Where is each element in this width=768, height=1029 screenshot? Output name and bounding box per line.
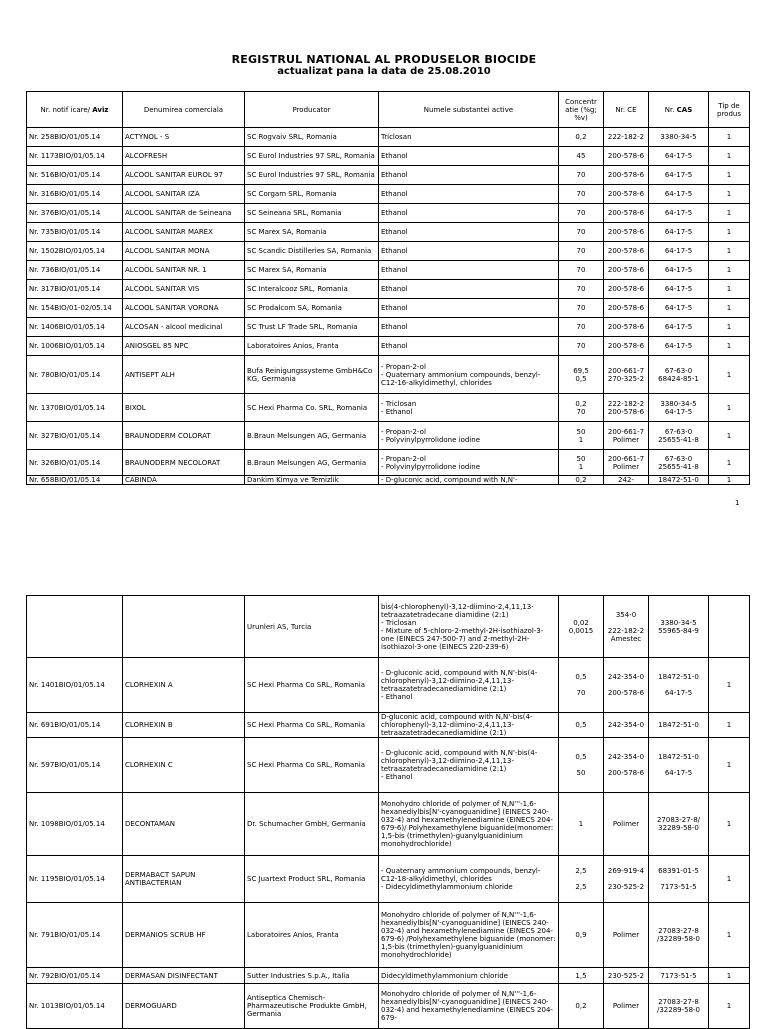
- cell-conc: 1,5: [559, 968, 604, 984]
- cell-tip: [709, 596, 750, 658]
- cell-producer: SC Eurol Industries 97 SRL, Romania: [245, 147, 379, 166]
- cell-ce: 200-578-6: [604, 242, 649, 261]
- cell-producer: B.Braun Melsungen AG, Germania: [245, 422, 379, 450]
- cell-cas: 64-17-5: [649, 337, 709, 356]
- cell-cas: 64-17-5: [649, 223, 709, 242]
- table-row: [27, 185, 750, 204]
- cell-notif: [27, 596, 123, 658]
- cell-notif: Nr. 735BIO/01/05.14: [27, 223, 123, 242]
- cell-conc: 69,5 0,5: [559, 356, 604, 394]
- cell-producer: SC Interalcooz SRL, Romania: [245, 280, 379, 299]
- table-row: [27, 596, 750, 658]
- cell-name: ALCOOL SANITAR EUROL 97: [123, 166, 245, 185]
- cell-cas: 27083-27-8 /32289-58-0: [649, 903, 709, 968]
- cell-substance: Didecyldimethylammonium chloride: [379, 968, 559, 984]
- cell-tip: 1: [709, 968, 750, 984]
- cell-cas: 64-17-5: [649, 242, 709, 261]
- cell-tip: 1: [709, 658, 750, 713]
- cell-tip: 1: [709, 299, 750, 318]
- cell-name: CLORHEXIN B: [123, 713, 245, 738]
- cell-substance: Ethanol: [379, 242, 559, 261]
- cell-substance: - Triclosan - Ethanol: [379, 394, 559, 422]
- cell-ce: 200-661-7 Polimer: [604, 422, 649, 450]
- cell-conc: 70: [559, 261, 604, 280]
- cell-name: ANTISEPT ALH: [123, 356, 245, 394]
- cell-conc: 50 1: [559, 450, 604, 476]
- register-subtitle: actualizat pana la data de 25.08.2010: [277, 66, 491, 77]
- cell-substance: Monohydro chloride of polymer of N,N'''-1,6-hexanediylbis[N'-cyanoguanidine] (EINECS 240-032-4) and hexamethylenediamine (EINECS 204-679-6)/ Polyhexamethylene biguanide(monomer: 1,5-bis (trimethylen)-guanylguanidinium monohydrochloride): [379, 793, 559, 856]
- cell-producer: SC Juartext Product SRL, Romania: [245, 856, 379, 903]
- cell-producer: Laboratoires Anios, Franta: [245, 337, 379, 356]
- cell-name: CLORHEXIN A: [123, 658, 245, 713]
- cell-notif: Nr. 516BIO/01/05.14: [27, 166, 123, 185]
- cell-tip: 1: [709, 903, 750, 968]
- cell-ce: 242-354-0 200-578-6: [604, 658, 649, 713]
- cell-ce: 222-182-2: [604, 128, 649, 147]
- header-cas-number: Nr. CAS: [649, 92, 709, 128]
- cell-producer: SC Scandic Distilleries SA, Romania: [245, 242, 379, 261]
- table-row: [27, 422, 750, 450]
- cell-name: ALCOOL SANITAR NR. 1: [123, 261, 245, 280]
- cell-cas: 27083-27-8/ 32289-58-0: [649, 793, 709, 856]
- cell-notif: Nr. 316BIO/01/05.14: [27, 185, 123, 204]
- table-row: [27, 280, 750, 299]
- cell-tip: 1: [709, 204, 750, 223]
- cell-substance: - Propan-2-ol - Polyvinylpyrrolidone iodine: [379, 450, 559, 476]
- cell-conc: 45: [559, 147, 604, 166]
- cell-cas: 7173-51-5: [649, 968, 709, 984]
- cell-name: ALCOFRESH: [123, 147, 245, 166]
- cell-notif: Nr. 791BIO/01/05.14: [27, 903, 123, 968]
- cell-producer: SC Seineana SRL, Romania: [245, 204, 379, 223]
- cell-name: CABINDA: [123, 476, 245, 485]
- cell-notif: Nr. 376BIO/01/05.14: [27, 204, 123, 223]
- cell-tip: 1: [709, 476, 750, 485]
- cell-substance: D-gluconic acid, compound with N,N'-bis(4-chlorophenyl)-3,12-diimino-2,4,11,13-tetraazatetradecanediamidine (2:1): [379, 713, 559, 738]
- cell-substance: - Propan-2-ol - Polyvinylpyrrolidone iodine: [379, 422, 559, 450]
- cell-ce: 200-578-6: [604, 223, 649, 242]
- cell-name: DERMOGUARD: [123, 984, 245, 1029]
- cell-substance: Ethanol: [379, 318, 559, 337]
- cell-notif: Nr. 597BIO/01/05.14: [27, 738, 123, 793]
- table-row: [27, 337, 750, 356]
- cell-tip: 1: [709, 422, 750, 450]
- cell-conc: 0,2: [559, 984, 604, 1029]
- cell-substance: Ethanol: [379, 147, 559, 166]
- cell-ce: 200-661-7 270-325-2: [604, 356, 649, 394]
- cell-producer: SC Trust LF Trade SRL, Romania: [245, 318, 379, 337]
- cell-conc: 0,5 50: [559, 738, 604, 793]
- cell-cas: 3380-34-5 64-17-5: [649, 394, 709, 422]
- cell-conc: 70: [559, 299, 604, 318]
- cell-producer: Sutter Industries S.p.A., Italia: [245, 968, 379, 984]
- cell-tip: 1: [709, 166, 750, 185]
- cell-notif: Nr. 1173BIO/01/05.14: [27, 147, 123, 166]
- table-row: [27, 299, 750, 318]
- cell-cas: 64-17-5: [649, 318, 709, 337]
- cell-tip: 1: [709, 738, 750, 793]
- cell-substance: Ethanol: [379, 280, 559, 299]
- cell-substance: bis(4-chlorophenyl)-3,12-diimino-2,4,11,13-tetraazatetradecane diamidine (2:1) - Triclosan - Mixture of 5-chloro-2-methyl-2H-isothiazol-3-one (EINECS 247-500-7) and 2-methyl-2H-isothiazol-3-one (EINECS 220-239-6): [379, 596, 559, 658]
- cell-tip: 1: [709, 128, 750, 147]
- header-concentration: Concentr atie (%g; %v): [559, 92, 604, 128]
- cell-notif: Nr. 658BIO/01/05.14: [27, 476, 123, 485]
- header-producer: Producator: [245, 92, 379, 128]
- cell-ce: 269-919-4 230-525-2: [604, 856, 649, 903]
- cell-notif: Nr. 317BIO/01/05.14: [27, 280, 123, 299]
- table-row: [27, 738, 750, 793]
- cell-name: ALCOOL SANITAR MONA: [123, 242, 245, 261]
- cell-producer: Dr. Schumacher GmbH, Germania: [245, 793, 379, 856]
- table-row: [27, 223, 750, 242]
- cell-cas: 18472-51-0: [649, 713, 709, 738]
- page-number: 1: [735, 499, 740, 507]
- cell-ce: 200-578-6: [604, 261, 649, 280]
- header-ce-number: Nr. CE: [604, 92, 649, 128]
- table-row: [27, 394, 750, 422]
- cell-ce: 222-182-2 200-578-6: [604, 394, 649, 422]
- cell-producer: Urunleri AS, Turcia: [245, 596, 379, 658]
- table-row: [27, 204, 750, 223]
- cell-cas: 64-17-5: [649, 166, 709, 185]
- table-row: [27, 476, 750, 485]
- table-row: [27, 261, 750, 280]
- cell-producer: SC Eurol Industries 97 SRL, Romania: [245, 166, 379, 185]
- cell-conc: 70: [559, 223, 604, 242]
- cell-tip: 1: [709, 242, 750, 261]
- cell-conc: 1: [559, 793, 604, 856]
- table-row: [27, 242, 750, 261]
- cell-substance: Monohydro chloride of polymer of N,N'''-1,6-hexanediylbis[N'-cyanoguanidine] (EINECS 240-032-4) and hexamethylenediamine (EINECS 204-679-: [379, 984, 559, 1029]
- cell-producer: SC Hexi Pharma Co. SRL, Romania: [245, 394, 379, 422]
- cell-notif: Nr. 327BIO/01/05.14: [27, 422, 123, 450]
- cell-producer: SC Rogvaiv SRL, Romania: [245, 128, 379, 147]
- cell-name: ALCOOL SANITAR de Seineana: [123, 204, 245, 223]
- cell-substance: Ethanol: [379, 166, 559, 185]
- cell-producer: SC Marex SA, Romania: [245, 261, 379, 280]
- cell-ce: Polimer: [604, 793, 649, 856]
- cell-conc: 70: [559, 337, 604, 356]
- cell-notif: Nr. 1370BIO/01/05.14: [27, 394, 123, 422]
- cell-notif: Nr. 1406BIO/01/05.14: [27, 318, 123, 337]
- cell-name: [123, 596, 245, 658]
- cell-ce: Polimer: [604, 903, 649, 968]
- cell-substance: Monohydro chloride of polymer of N,N'''-1,6-hexanediylbis[N'-cyanoguanidine] (EINECS 240-032-4) and hexamethylenediamine (EINECS 204-679-6) /Polyhexamethylene biguanide (monomer: 1,5-bis (trimethylen)-guanylguanidinium monohydrochloride): [379, 903, 559, 968]
- header-trade-name: Denumirea comerciala: [123, 92, 245, 128]
- cell-ce: 200-578-6: [604, 147, 649, 166]
- cell-cas: 3380-34-5 55965-84-9: [649, 596, 709, 658]
- cell-conc: 70: [559, 242, 604, 261]
- cell-ce: 200-578-6: [604, 337, 649, 356]
- cell-tip: 1: [709, 318, 750, 337]
- cell-name: ALCOOL SANITAR IZA: [123, 185, 245, 204]
- cell-cas: 67-63-0 25655-41-8: [649, 450, 709, 476]
- cell-conc: 0,02 0,0015: [559, 596, 604, 658]
- cell-name: DERMASAN DISINFECTANT: [123, 968, 245, 984]
- cell-cas: 64-17-5: [649, 147, 709, 166]
- cell-substance: - Quaternary ammonium compounds, benzyl-C12-18-alkyldimethyl, chlorides - Didecyldimethylammonium chloride: [379, 856, 559, 903]
- table-header-row: [27, 92, 750, 128]
- cell-tip: 1: [709, 984, 750, 1029]
- table-row: [27, 356, 750, 394]
- cell-name: BIXOL: [123, 394, 245, 422]
- cell-conc: 0,9: [559, 903, 604, 968]
- cell-substance: Triclosan: [379, 128, 559, 147]
- cell-substance: - D-gluconic acid, compound with N,N'-bis(4-chlorophenyl)-3,12-diimino-2,4,11,13-tetraazatetradecanediamidine (2:1) - Ethanol: [379, 738, 559, 793]
- cell-tip: 1: [709, 185, 750, 204]
- cell-notif: Nr. 326BIO/01/05.14: [27, 450, 123, 476]
- cell-conc: 70: [559, 166, 604, 185]
- cell-ce: 242-: [604, 476, 649, 485]
- cell-ce: 242-354-0 200-578-6: [604, 738, 649, 793]
- table-row: [27, 713, 750, 738]
- cell-producer: SC Hexi Pharma Co SRL, Romania: [245, 713, 379, 738]
- cell-tip: 1: [709, 450, 750, 476]
- table-row: [27, 793, 750, 856]
- cell-cas: 64-17-5: [649, 261, 709, 280]
- cell-conc: 70: [559, 185, 604, 204]
- cell-tip: 1: [709, 337, 750, 356]
- cell-ce: 200-578-6: [604, 204, 649, 223]
- cell-notif: Nr. 1098BIO/01/05.14: [27, 793, 123, 856]
- cell-notif: Nr. 1006BIO/01/05.14: [27, 337, 123, 356]
- table-row: [27, 147, 750, 166]
- cell-cas: 64-17-5: [649, 299, 709, 318]
- cell-notif: Nr. 1502BIO/01/05.14: [27, 242, 123, 261]
- cell-substance: Ethanol: [379, 223, 559, 242]
- header-active-substances: Numele substantei active: [379, 92, 559, 128]
- cell-name: ALCOOL SANITAR VORONA: [123, 299, 245, 318]
- cell-cas: 64-17-5: [649, 185, 709, 204]
- cell-tip: 1: [709, 261, 750, 280]
- table-row: [27, 968, 750, 984]
- cell-producer: Bufa Reinigungssysteme GmbH&Co KG, Germania: [245, 356, 379, 394]
- cell-conc: 50 1: [559, 422, 604, 450]
- cell-conc: 0,5 70: [559, 658, 604, 713]
- cell-cas: 27083-27-8 /32289-58-0: [649, 984, 709, 1029]
- cell-cas: 68391-01-5 7173-51-5: [649, 856, 709, 903]
- cell-tip: 1: [709, 793, 750, 856]
- cell-name: DERMABACT SAPUN ANTIBACTERIAN: [123, 856, 245, 903]
- cell-tip: 1: [709, 713, 750, 738]
- table-row: [27, 318, 750, 337]
- cell-producer: SC Corgam SRL, Romania: [245, 185, 379, 204]
- cell-substance: Ethanol: [379, 337, 559, 356]
- cell-tip: 1: [709, 147, 750, 166]
- cell-substance: Ethanol: [379, 261, 559, 280]
- cell-ce: 200-661-7 Polimer: [604, 450, 649, 476]
- cell-cas: 18472-51-0 64-17-5: [649, 738, 709, 793]
- table-row: [27, 166, 750, 185]
- cell-producer: Dankim Kimya ve Temizlik: [245, 476, 379, 485]
- cell-notif: Nr. 691BIO/01/05.14: [27, 713, 123, 738]
- cell-ce: 354-0 222-182-2 Amestec: [604, 596, 649, 658]
- cell-ce: Polimer: [604, 984, 649, 1029]
- cell-cas: 3380-34-5: [649, 128, 709, 147]
- cell-conc: 70: [559, 280, 604, 299]
- cell-conc: 70: [559, 204, 604, 223]
- cell-substance: Ethanol: [379, 204, 559, 223]
- table-row: [27, 450, 750, 476]
- cell-name: BRAUNODERM COLORAT: [123, 422, 245, 450]
- cell-producer: Laboratoires Anios, Franta: [245, 903, 379, 968]
- cell-ce: 200-578-6: [604, 299, 649, 318]
- cell-tip: 1: [709, 394, 750, 422]
- cell-ce: 200-578-6: [604, 318, 649, 337]
- cell-conc: 0,5: [559, 713, 604, 738]
- cell-tip: 1: [709, 223, 750, 242]
- cell-cas: 67-63-0 68424-85-1: [649, 356, 709, 394]
- table-row: [27, 658, 750, 713]
- cell-producer: SC Hexi Pharma Co SRL, Romania: [245, 738, 379, 793]
- cell-name: CLORHEXIN C: [123, 738, 245, 793]
- cell-producer: SC Hexi Pharma Co SRL, Romania: [245, 658, 379, 713]
- cell-cas: 67-63-0 25655-41-8: [649, 422, 709, 450]
- cell-notif: Nr. 1195BIO/01/05.14: [27, 856, 123, 903]
- cell-ce: 200-578-6: [604, 280, 649, 299]
- cell-name: BRAUNODERM NECOLORAT: [123, 450, 245, 476]
- cell-producer: SC Prodalcom SA, Romania: [245, 299, 379, 318]
- cell-substance: Ethanol: [379, 185, 559, 204]
- register-title: REGISTRUL NATIONAL AL PRODUSELOR BIOCIDE: [231, 53, 537, 66]
- header-notification: Nr. notif icare/ Aviz: [27, 92, 123, 128]
- cell-notif: Nr. 792BIO/01/05.14: [27, 968, 123, 984]
- cell-producer: Antiseptica Chemisch-Pharmazeutische Produkte GmbH, Germania: [245, 984, 379, 1029]
- cell-name: ANIOSGEL 85 NPC: [123, 337, 245, 356]
- cell-cas: 64-17-5: [649, 204, 709, 223]
- cell-conc: 0,2: [559, 476, 604, 485]
- cell-substance: Ethanol: [379, 299, 559, 318]
- cell-ce: 242-354-0: [604, 713, 649, 738]
- table-row: [27, 128, 750, 147]
- cell-conc: 0,2: [559, 128, 604, 147]
- table-row: [27, 903, 750, 968]
- cell-tip: 1: [709, 356, 750, 394]
- cell-producer: SC Marex SA, Romania: [245, 223, 379, 242]
- cell-notif: Nr. 780BIO/01/05.14: [27, 356, 123, 394]
- cell-name: ALCOOL SANITAR MAREX: [123, 223, 245, 242]
- cell-cas: 18472-51-0: [649, 476, 709, 485]
- table-row: [27, 856, 750, 903]
- cell-ce: 200-578-6: [604, 166, 649, 185]
- cell-substance: - Propan-2-ol - Quaternary ammonium compounds, benzyl-C12-16-alkyldimethyl, chlorides: [379, 356, 559, 394]
- cell-conc: 2,5 2,5: [559, 856, 604, 903]
- cell-notif: Nr. 736BIO/01/05.14: [27, 261, 123, 280]
- cell-ce: 230-525-2: [604, 968, 649, 984]
- cell-name: DECONTAMAN: [123, 793, 245, 856]
- cell-ce: 200-578-6: [604, 185, 649, 204]
- cell-tip: 1: [709, 280, 750, 299]
- cell-cas: 64-17-5: [649, 280, 709, 299]
- cell-substance: - D-gluconic acid, compound with N,N'-: [379, 476, 559, 485]
- cell-conc: 0,2 70: [559, 394, 604, 422]
- header-product-type: Tip de produs: [709, 92, 750, 128]
- cell-producer: B.Braun Melsungen AG, Germania: [245, 450, 379, 476]
- cell-notif: Nr. 258BIO/01/05.14: [27, 128, 123, 147]
- biocide-register-table-continued: [26, 595, 750, 1029]
- biocide-register-table: [26, 91, 750, 485]
- cell-name: DERMANIOS SCRUB HF: [123, 903, 245, 968]
- cell-notif: Nr. 154BIO/01-02/05.14: [27, 299, 123, 318]
- cell-name: ALCOSAN - alcool medicinal: [123, 318, 245, 337]
- cell-cas: 18472-51-0 64-17-5: [649, 658, 709, 713]
- cell-name: ACTYNOL - S: [123, 128, 245, 147]
- cell-conc: 70: [559, 318, 604, 337]
- cell-tip: 1: [709, 856, 750, 903]
- cell-substance: - D-gluconic acid, compound with N,N'-bis(4-chlorophenyl)-3,12-diimino-2,4,11,13-tetraazatetradecanediamidine (2:1) - Ethanol: [379, 658, 559, 713]
- cell-notif: Nr. 1401BIO/01/05.14: [27, 658, 123, 713]
- table-row: [27, 984, 750, 1029]
- cell-notif: Nr. 1013BIO/01/05.14: [27, 984, 123, 1029]
- cell-name: ALCOOL SANITAR VIS: [123, 280, 245, 299]
